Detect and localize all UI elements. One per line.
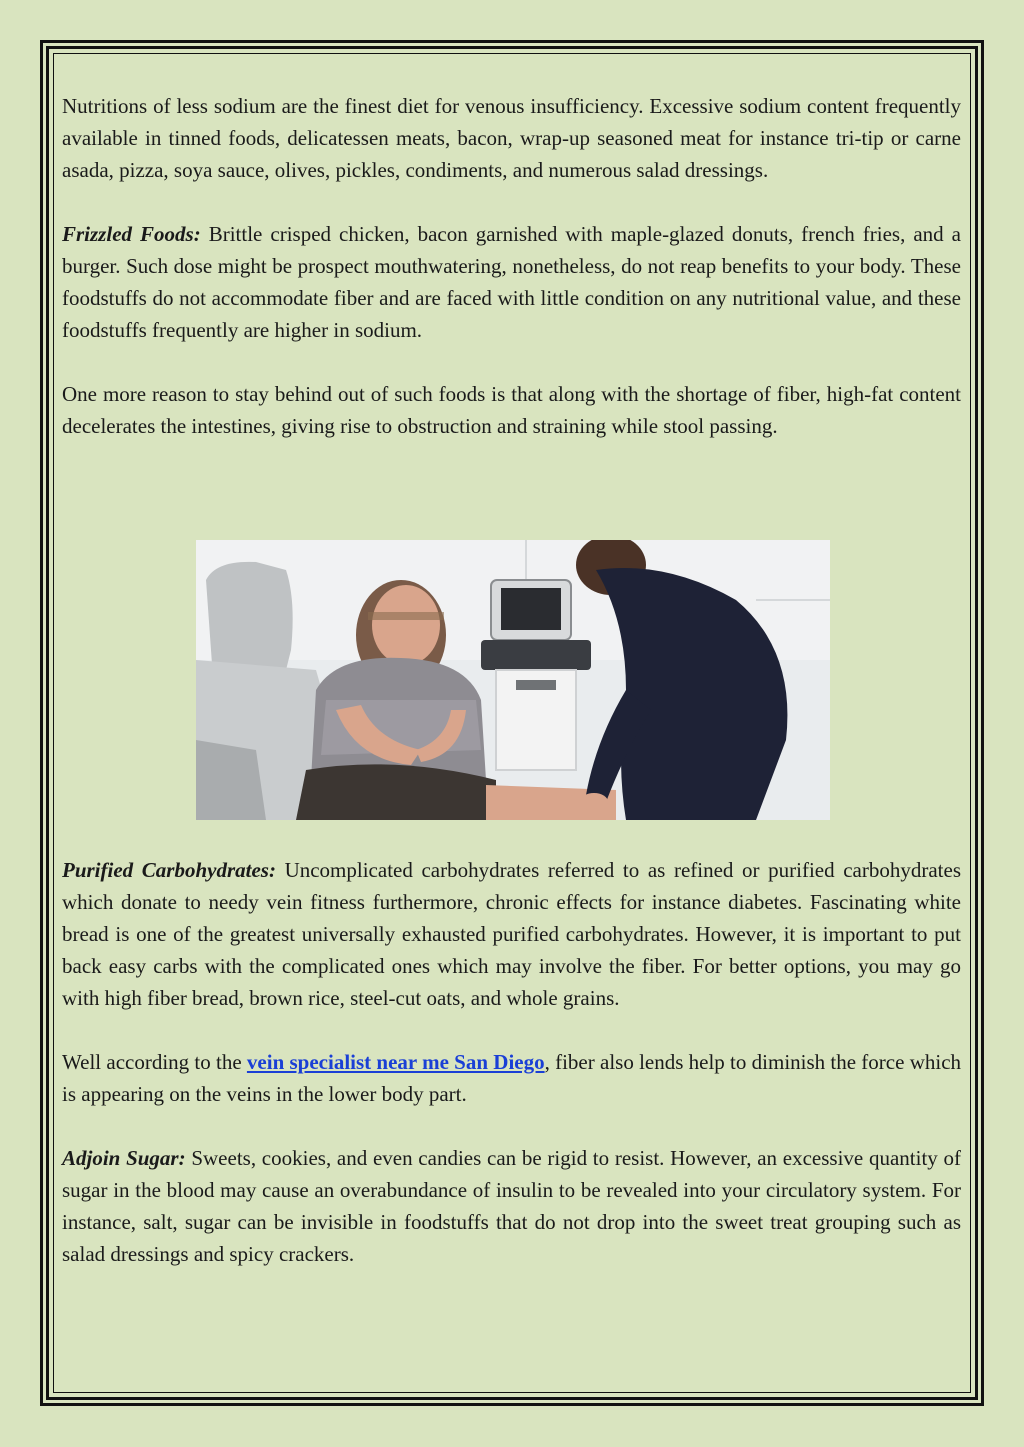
paragraph-adjoin-sugar <box>62 1142 961 1270</box>
paragraph-vein-specialist <box>62 1046 961 1110</box>
paragraph-high-fat-text: One more reason to stay behind out of such foods is that along with the shortage of fiber, high-fat content decelerates the intestines, giving rise to obstruction and straining while stool passing. <box>62 382 961 438</box>
paragraph-vein-specialist-after: , fiber also lends help to diminish the force which is appearing on the veins in the lower body part. <box>62 1050 962 1106</box>
paragraph-purified-carbohydrates <box>62 854 961 1014</box>
paragraph-sodium <box>62 90 961 186</box>
vein-exam-photo <box>196 540 830 820</box>
paragraph-frizzled-foods <box>62 218 961 346</box>
paragraph-high-fat <box>62 378 961 442</box>
heading-purified-carbohydrates: Purified Carbohydrates: <box>62 858 276 882</box>
vein-specialist-link[interactable]: vein specialist near me San Diego <box>246 1050 545 1074</box>
paragraph-frizzled-foods-text: Brittle crisped chicken, bacon garnished with maple-glazed donuts, french fries, and a burger. Such dose might be prospect mouthwatering, nonetheless, do not reap benefits to your body. These foodstuffs do not accommodate fiber and are faced with little condition on any nutritional value, and these foodstuffs frequently are higher in sodium. <box>62 222 962 342</box>
paragraph-sodium-text: Nutritions of less sodium are the finest diet for venous insufficiency. Excessive sodium content frequently available in tinned foods, delicatessen meats, bacon, wrap-up seasoned meat for instance tri-tip or carne asada, pizza, soya sauce, olives, pickles, condiments, and numerous salad dressings. <box>62 94 961 182</box>
paragraph-purified-carbohydrates-text: Uncomplicated carbohydrates referred to as refined or purified carbohydrates which donate to needy vein fitness furthermore, chronic effects for instance diabetes. Fascinating white bread is one of the greatest universally exhausted purified carbohydrates. However, it is important to put back easy carbs with the complicated ones which may involve the fiber. For better options, you may go with high fiber bread, brown rice, steel-cut oats, and whole grains. <box>62 858 961 1010</box>
paragraph-vein-specialist-before: Well according to the <box>62 1050 247 1074</box>
article-body-top <box>62 90 961 474</box>
heading-adjoin-sugar: Adjoin Sugar: <box>62 1146 186 1170</box>
heading-frizzled-foods: Frizzled Foods: <box>62 222 201 246</box>
paragraph-adjoin-sugar-text: Sweets, cookies, and even candies can be rigid to resist. However, an excessive quantity of sugar in the blood may cause an overabundance of insulin to be revealed into your circulatory system. For instance, salt, sugar can be invisible in foodstuffs that do not drop into the sweet treat grouping such as salad dressings and spicy crackers. <box>62 1146 961 1266</box>
article-body-bottom <box>62 854 961 1302</box>
